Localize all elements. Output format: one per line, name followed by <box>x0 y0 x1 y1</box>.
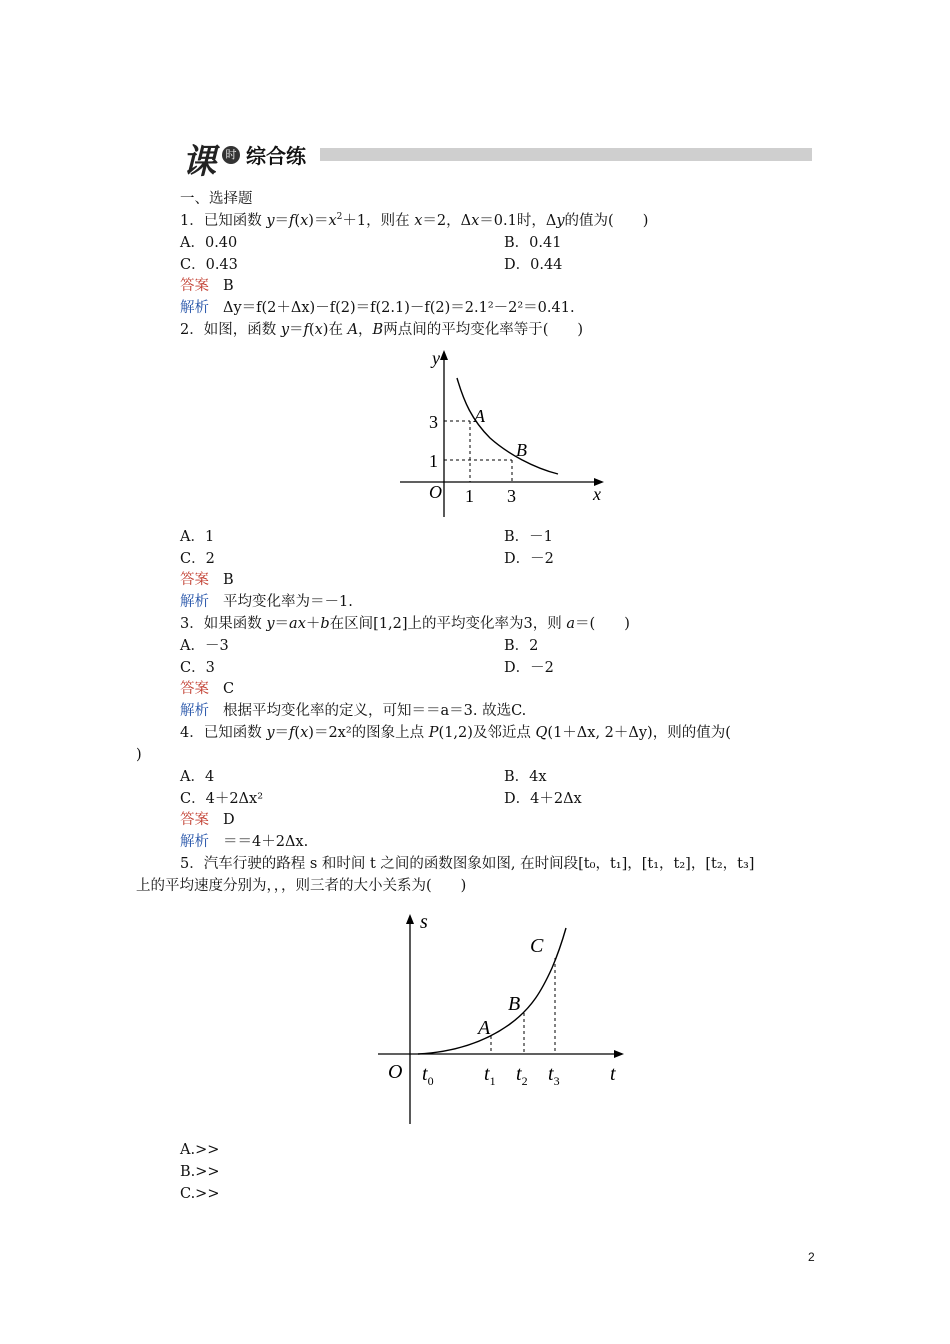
q5-option-a: A.>> <box>180 1142 220 1158</box>
q5-fig-tick-t3: $t_3$ <box>548 1063 560 1088</box>
q3-stem: 3．如果函数 y＝ax＋b在区间[1,2]上的平均变化率为3，则 a＝( ) <box>180 616 630 632</box>
q1-stem: 1．已知函数 $y=f(x)=x^2+1$，则在 x＝2，Δx＝0.1时，Δy的值为( ) <box>180 212 649 229</box>
q2-fig-x-label: x <box>593 484 601 504</box>
q4-option-b: B．4x <box>504 769 547 785</box>
q5-fig-tick-t0: $t_0$ <box>422 1063 434 1088</box>
q2-fig-y-label: y <box>432 348 440 368</box>
q5-fig-tick-t1: $t_1$ <box>484 1063 496 1088</box>
q2-stem: 2．如图，函数 y＝f(x)在 A，B两点间的平均变化率等于( ) <box>180 322 584 338</box>
q5-stem-line1: 5．汽车行驶的路程 s 和时间 t 之间的函数图象如图, 在时间段[t₀，t₁]，[t₁，t₂]，[t₂，t₃] <box>180 856 755 872</box>
q1-explanation: 解析 Δy＝f(2＋Δx)－f(2)＝f(2.1)－f(2)＝2.1²－2²＝0.41. <box>180 300 575 316</box>
q4-option-a: A．4 <box>180 769 215 785</box>
q3-option-a: A．－3 <box>180 638 229 654</box>
q4-option-c: C．4＋2Δx² <box>180 791 264 807</box>
page-number: 2 <box>808 1250 815 1264</box>
banner-bar <box>320 148 812 161</box>
q5-figure <box>360 896 636 1136</box>
q4-stem: 4．已知函数 y＝f(x)＝2x²的图象上点 P(1,2)及邻近点 Q(1＋Δx, 2＋Δy)，则的值为( <box>180 725 731 741</box>
banner-title: 综合练 <box>246 144 306 168</box>
q5-fig-s-label: s <box>420 911 428 933</box>
q2-fig-origin: O <box>429 482 442 502</box>
q2-option-b: B．－1 <box>504 529 553 545</box>
q3-answer: 答案 C <box>180 681 235 697</box>
q5-fig-origin: O <box>388 1061 403 1083</box>
q5-fig-point-a: A <box>478 1017 491 1039</box>
section-heading: 一、选择题 <box>180 191 253 207</box>
q4-stem-continued: ) <box>136 747 142 763</box>
q2-explanation: 解析 平均变化率为＝－1. <box>180 594 353 610</box>
q5-fig-point-c: C <box>530 935 544 957</box>
q2-option-a: A．1 <box>180 529 215 545</box>
q1-option-a: A．0.40 <box>180 235 238 251</box>
q5-stem-line2: 上的平均速度分别为，，，则三者的大小关系为( ) <box>136 878 467 894</box>
q1-option-c: C．0.43 <box>180 257 238 273</box>
q2-fig-tick-y1: 1 <box>429 451 438 471</box>
q4-option-d: D．4＋2Δx <box>504 791 582 807</box>
q2-fig-tick-x3: 3 <box>507 486 516 506</box>
q1-answer: 答案 B <box>180 278 234 294</box>
q1-option-b: B．0.41 <box>504 235 562 251</box>
q3-explanation: 解析 根据平均变化率的定义，可知＝＝a＝3. 故选C. <box>180 703 527 719</box>
q2-fig-tick-x1: 1 <box>465 486 474 506</box>
q2-fig-tick-y3: 3 <box>429 412 438 432</box>
q2-option-d: D．－2 <box>504 551 554 567</box>
q2-option-c: C．2 <box>180 551 215 567</box>
q3-option-d: D．－2 <box>504 660 554 676</box>
q2-figure <box>382 342 614 524</box>
q5-fig-point-b: B <box>508 993 521 1015</box>
banner-icon: 课 <box>182 142 214 182</box>
q4-explanation: 解析 ＝＝4＋2Δx. <box>180 834 309 850</box>
q5-fig-tick-t2: $t_2$ <box>516 1063 528 1088</box>
section-banner <box>178 128 812 180</box>
q1-option-d: D．0.44 <box>504 257 563 273</box>
q3-option-c: C．3 <box>180 660 215 676</box>
q2-fig-point-a: A <box>474 406 485 426</box>
banner-badge: 时 <box>222 146 240 164</box>
q2-fig-point-b: B <box>516 440 527 460</box>
q5-fig-t-label: t <box>610 1063 616 1085</box>
q5-option-b: B.>> <box>180 1164 220 1180</box>
q3-option-b: B．2 <box>504 638 539 654</box>
q4-answer: 答案 D <box>180 812 235 828</box>
q5-option-c: C.>> <box>180 1186 220 1202</box>
q2-answer: 答案 B <box>180 572 234 588</box>
